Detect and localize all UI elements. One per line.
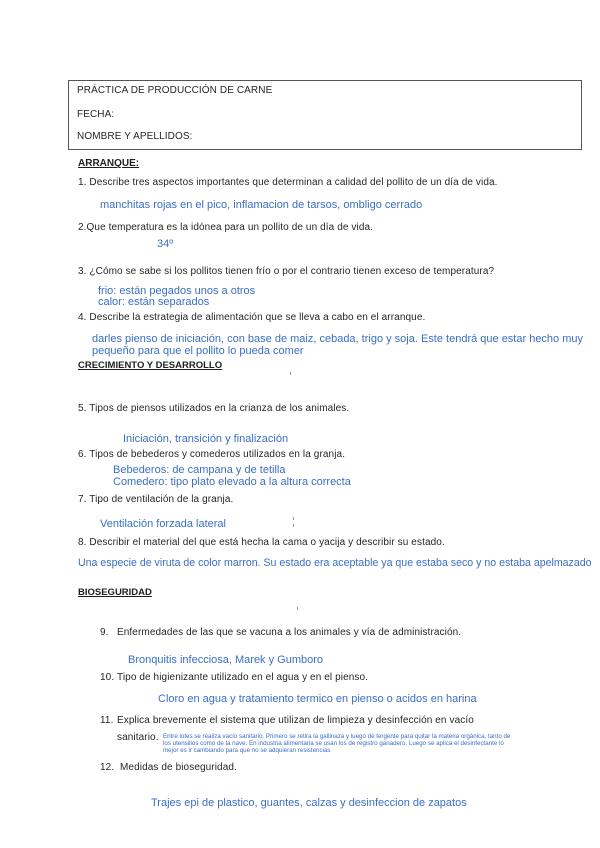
header-box-top (68, 80, 582, 81)
question-9: Enfermedades de las que se vacuna a los animales y vía de administración. (117, 627, 462, 638)
page-title: PRÁCTICA DE PRODUCCIÓN DE CARNE (77, 85, 273, 96)
answer-11-line-2: los utensilios como de la nave. En industria alimentaria se usan los de registro ganadero. Luego se aplica el desinfectante lo (163, 740, 504, 747)
question-6: 6. Tipos de bebederos y comederos utilizados en la granja. (78, 449, 346, 460)
question-12: Medidas de bioseguridad. (120, 762, 237, 773)
scan-speck (297, 607, 298, 610)
answer-6-line-2: Comedero: tipo plato elevado a la altura correcta (113, 476, 351, 488)
answer-11-line-1: Entre lotes se realiza vacío sanitario. Primero se retira la gallinaza y luego de tergente para quitar la materia orgánica, tanto de (163, 733, 511, 740)
header-box-right (581, 80, 582, 150)
answer-11-line-3: mejor es ir cambiando para que no se adquieran resistencias (163, 747, 331, 754)
question-1: 1. Describe tres aspectos importantes que determinan a calidad del pollito de un día de vida. (78, 177, 498, 188)
section-arranque: ARRANQUE: (78, 158, 140, 169)
question-7: 7. Tipo de ventilación de la granja. (78, 494, 234, 505)
answer-6-line-1: Bebederos: de campana y de tetilla (113, 464, 286, 476)
scan-speck (293, 524, 294, 527)
question-10: Tipo de higienizante utilizado en el agua y en el pienso. (117, 672, 369, 683)
question-11-line-2: sanitario. (117, 732, 159, 743)
answer-3-line-2: calor: están separados (98, 296, 210, 308)
scan-speck (290, 372, 291, 375)
answer-3-line-1: frio: están pegados unos a otros (98, 285, 256, 297)
section-crecimiento: CRECIMIENTO Y DESARROLLO (78, 360, 223, 371)
question-2: 2.Que temperatura es la idónea para un pollito de un día de vida. (78, 222, 374, 233)
question-11-number: 11. (100, 715, 114, 726)
question-11-line-1: Explica brevemente el sistema que utilizan de limpieza y desinfección en vacío (117, 715, 474, 726)
header-box-left (68, 80, 69, 150)
answer-2: 34º (157, 238, 174, 250)
nombre-label: NOMBRE Y APELLIDOS: (77, 131, 193, 142)
answer-4-line-1: darles pienso de iniciación, con base de maiz, cebada, trigo y soja. Este tendrá que estar hecho muy (92, 333, 584, 345)
question-9-number: 9. (100, 627, 109, 638)
answer-4-line-2: pequeño para que el pollito lo pueda comer (92, 345, 304, 357)
question-8: 8. Describir el material del que está hecha la cama o yacija y describir su estado. (78, 537, 445, 548)
answer-9: Bronquitis infecciosa, Marek y Gumboro (128, 654, 324, 666)
answer-8: Una especie de viruta de color marron. Su estado era aceptable ya que estaba seco y no estaba apelmazado (78, 557, 592, 569)
answer-7: Ventilación forzada lateral (100, 518, 226, 530)
answer-12: Trajes epi de plastico, guantes, calzas y desinfeccion de zapatos (151, 797, 467, 809)
section-bioseguridad: BIOSEGURIDAD (78, 587, 152, 598)
scan-speck (293, 517, 294, 520)
fecha-label: FECHA: (77, 109, 115, 120)
question-3: 3. ¿Cómo se sabe si los pollitos tienen frío o por el contrario tienen exceso de temperatura? (78, 266, 495, 277)
header-box-bottom (68, 149, 582, 150)
question-5: 5. Tipos de piensos utilizados en la crianza de los animales. (78, 403, 350, 414)
answer-1: manchitas rojas en el pico, inflamacion de tarsos, ombligo cerrado (100, 199, 423, 211)
question-10-number: 10. (100, 672, 115, 683)
answer-10: Cloro en agua y tratamiento termico en pienso o acidos en harina (158, 693, 477, 705)
answer-5: Iniciación, transición y finalización (123, 433, 289, 445)
question-4: 4. Describe la estrategia de alimentación que se lleva a cabo en el arranque. (78, 312, 426, 323)
question-12-number: 12. (100, 762, 115, 773)
